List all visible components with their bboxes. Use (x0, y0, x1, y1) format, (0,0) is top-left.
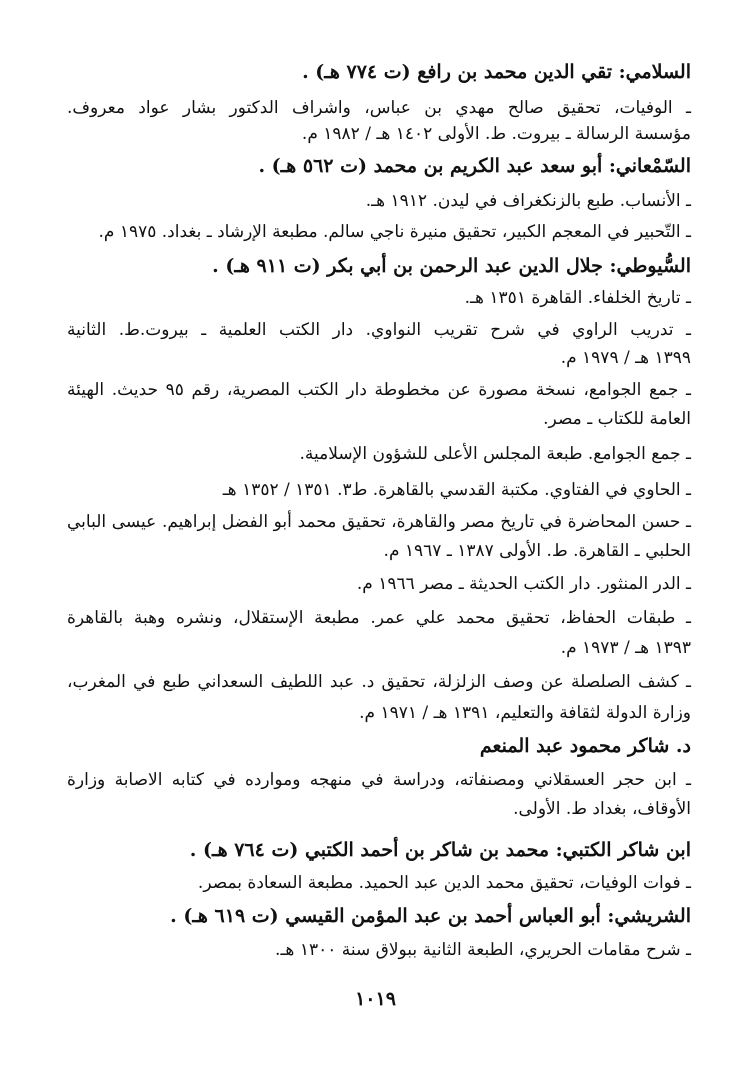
author-heading-kutubi: ابن شاكر الكتبي: محمد بن شاكر بن أحمد الكتبي (ت ٧٦٤ هـ) . (189, 839, 691, 861)
entry-line: ـ الحاوي في الفتاوي. مكتبة القدسي بالقاهرة. ط٣. ١٣٥١ / ١٣٥٢ هـ (222, 480, 691, 500)
entry-line: ـ التّحبير في المعجم الكبير، تحقيق منيرة ناجي سالم. مطبعة الإرشاد ـ بغداد. ١٩٧٥ م. (98, 222, 691, 242)
entry-line: ـ الوفيات، تحقيق صالح مهدي بن عباس، واشراف الدكتور بشار عواد معروف. (67, 98, 691, 118)
entry-line: ـ جمع الجوامع. طبعة المجلس الأعلى للشؤون الإسلامية. (299, 444, 691, 464)
entry-line: ـ فوات الوفيات، تحقيق محمد الدين عبد الحميد. مطبعة السعادة بمصر. (197, 873, 691, 893)
entry-line: ـ الدر المنثور. دار الكتب الحديثة ـ مصر ١٩٦٦ م. (356, 574, 691, 594)
entry-line: ـ تاريخ الخلفاء. القاهرة ١٣٥١ هـ. (464, 288, 691, 308)
entry-line: ـ تدريب الراوي في شرح تقريب النواوي. دار الكتب العلمية ـ بيروت.ط. الثانية (67, 320, 691, 340)
entry-line: مؤسسة الرسالة ـ بيروت. ط. الأولى ١٤٠٢ هـ / ١٩٨٢ م. (301, 124, 691, 144)
entry-line: ١٣٩٣ هـ / ١٩٧٣ م. (560, 638, 691, 658)
entry-line: العامة للكتاب ـ مصر. (543, 409, 691, 429)
entry-line: ـ ابن حجر العسقلاني ومصنفاته، ودراسة في منهجه وموارده في كتابه الاصابة وزارة (67, 770, 691, 790)
author-heading-sharishi: الشريشي: أبو العباس أحمد بن عبد المؤمن القيسي (ت ٦١٩ هـ) . (170, 905, 691, 927)
entry-line: ١٣٩٩ هـ / ١٩٧٩ م. (560, 348, 691, 368)
entry-line: وزارة الدولة لثقافة والتعليم، ١٣٩١ هـ / ١٩٧١ م. (359, 703, 691, 723)
author-heading-salami: السلامي: تقي الدين محمد بن رافع (ت ٧٧٤ هـ) . (302, 61, 691, 83)
page-number: ١٠١٩ (355, 988, 396, 1010)
author-heading-samani: السّمْعاني: أبو سعد عبد الكريم بن محمد (ت ٥٦٢ هـ) . (258, 155, 691, 177)
entry-line: ـ حسن المحاضرة في تاريخ مصر والقاهرة، تحقيق محمد أبو الفضل إبراهيم. عيسى البابي (67, 512, 691, 532)
entry-line: ـ الأنساب. طبع بالزنكغراف في ليدن. ١٩١٢ هـ. (365, 191, 691, 211)
entry-line: ـ طبقات الحفاظ، تحقيق محمد علي عمر. مطبعة الإستقلال، ونشره وهبة بالقاهرة (67, 608, 691, 628)
entry-line: الأوقاف، بغداد ط. الأولى. (513, 799, 691, 819)
entry-line: ـ شرح مقامات الحريري، الطبعة الثانية ببولاق سنة ١٣٠٠ هـ. (275, 940, 691, 960)
entry-line: ـ جمع الجوامع، نسخة مصورة عن مخطوطة دار الكتب المصرية، رقم ٩٥ حديث. الهيئة (67, 380, 691, 400)
entry-line: ـ كشف الصلصلة عن وصف الزلزلة، تحقيق د. عبد اللطيف السعداني طبع في المغرب، (67, 672, 691, 692)
author-heading-shakir: د. شاكر محمود عبد المنعم (479, 735, 691, 757)
author-heading-suyuti: السُّيوطي: جلال الدين عبد الرحمن بن أبي بكر (ت ٩١١ هـ) . (212, 255, 691, 277)
entry-line: الحلبي ـ القاهرة. ط. الأولى ١٣٨٧ ـ ١٩٦٧ م. (383, 541, 691, 561)
